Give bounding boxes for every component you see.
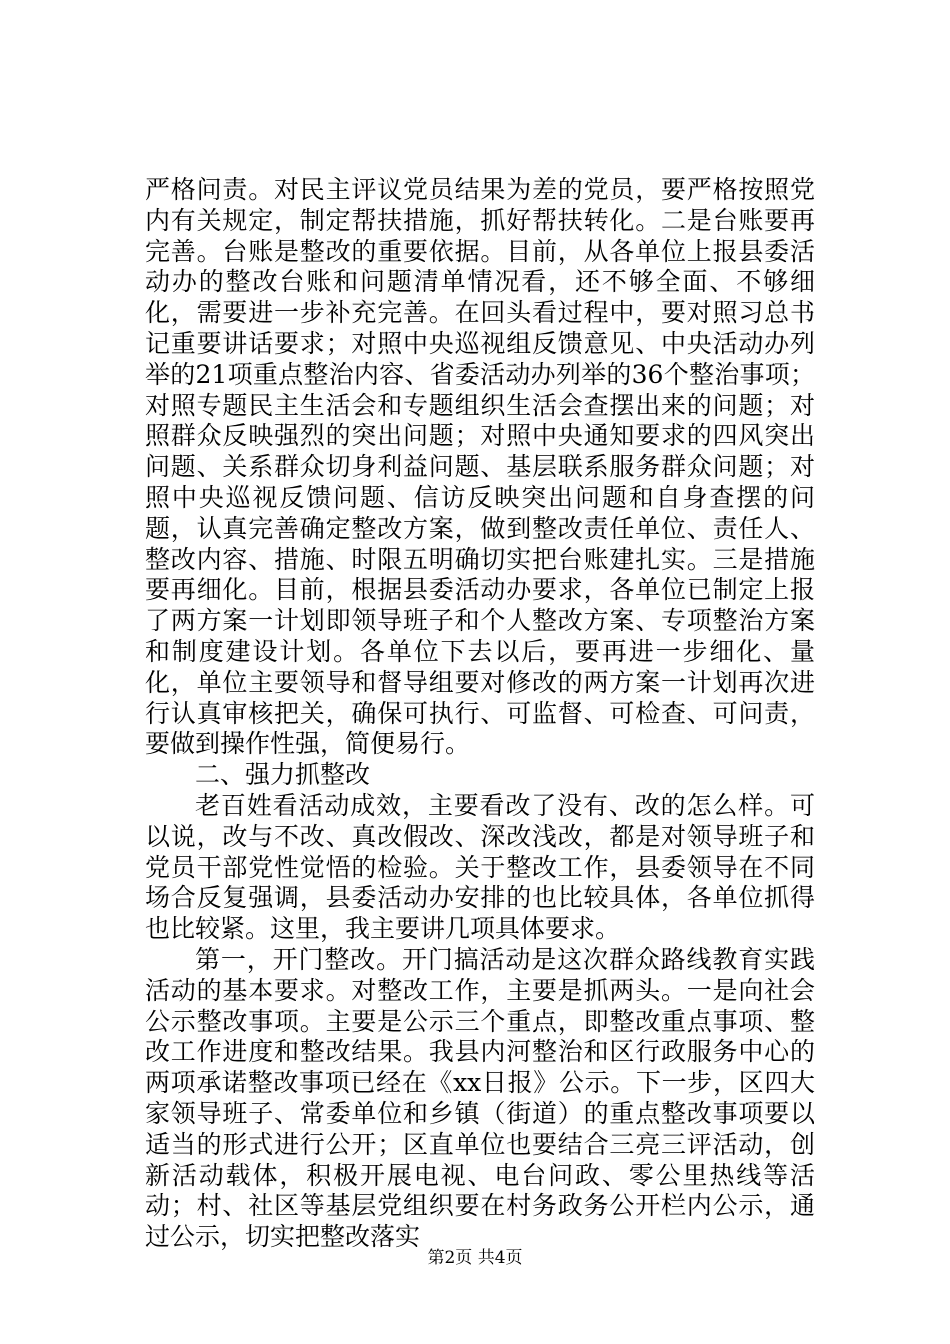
paragraph-public-results: 老百姓看活动成效，主要看改了没有、改的怎么样。可以说，改与不改、真改假改、深改浅改，都是对领导班子和党员干部党性觉悟的检验。关于整改工作，县委领导在不同场合反复强调，县委活动办安排的也比较具体，各单位抓得也比较紧。这里，我主要讲几项具体要求。 [145,790,815,944]
document-body [145,175,815,1253]
paragraph-open-rectification: 第一，开门整改。开门搞活动是这次群众路线教育实践活动的基本要求。对整改工作，主要是抓两头。一是向社会公示整改事项。主要是公示三个重点，即整改重点事项、整改工作进度和整改结果。我县内河整治和区行政服务中心的两项承诺整改事项已经在《xx日报》公示。下一步，区四大家领导班子、常委单位和乡镇（街道）的重点整改事项要以适当的形式进行公开；区直单位也要结合三亮三评活动，创新活动载体，积极开展电视、电台问政、零公里热线等活动；村、社区等基层党组织要在村务政务公开栏内公示，通过公示，切实把整改落实 [145,944,815,1252]
page-number-footer: 第2页 共4页 [427,1248,523,1268]
paragraph-accountability-ledger-measures: 严格问责。对民主评议党员结果为差的党员，要严格按照党内有关规定，制定帮扶措施，抓好帮扶转化。二是台账要再完善。台账是整改的重要依据。目前，从各单位上报县委活动办的整改台账和问题清单情况看，还不够全面、不够细化，需要进一步补充完善。在回头看过程中，要对照习总书记重要讲话要求；对照中央巡视组反馈意见、中央活动办列举的21项重点整治内容、省委活动办列举的36个整治事项；对照专题民主生活会和专题组织生活会查摆出来的问题；对照群众反映强烈的突出问题；对照中央通知要求的四风突出问题、关系群众切身利益问题、基层联系服务群众问题；对照中央巡视反馈问题、信访反映突出问题和自身查摆的问题，认真完善确定整改方案，做到整改责任单位、责任人、整改内容、措施、时限五明确切实把台账建扎实。三是措施要再细化。目前，根据县委活动办要求，各单位已制定上报了两方案一计划即领导班子和个人整改方案、专项整治方案和制度建设计划。各单位下去以后，要再进一步细化、量化，单位主要领导和督导组要对修改的两方案一计划再次进行认真审核把关，确保可执行、可监督、可检查、可问责，要做到操作性强，简便易行。 [145,175,815,759]
section-heading-rectification: 二、强力抓整改 [195,760,371,790]
